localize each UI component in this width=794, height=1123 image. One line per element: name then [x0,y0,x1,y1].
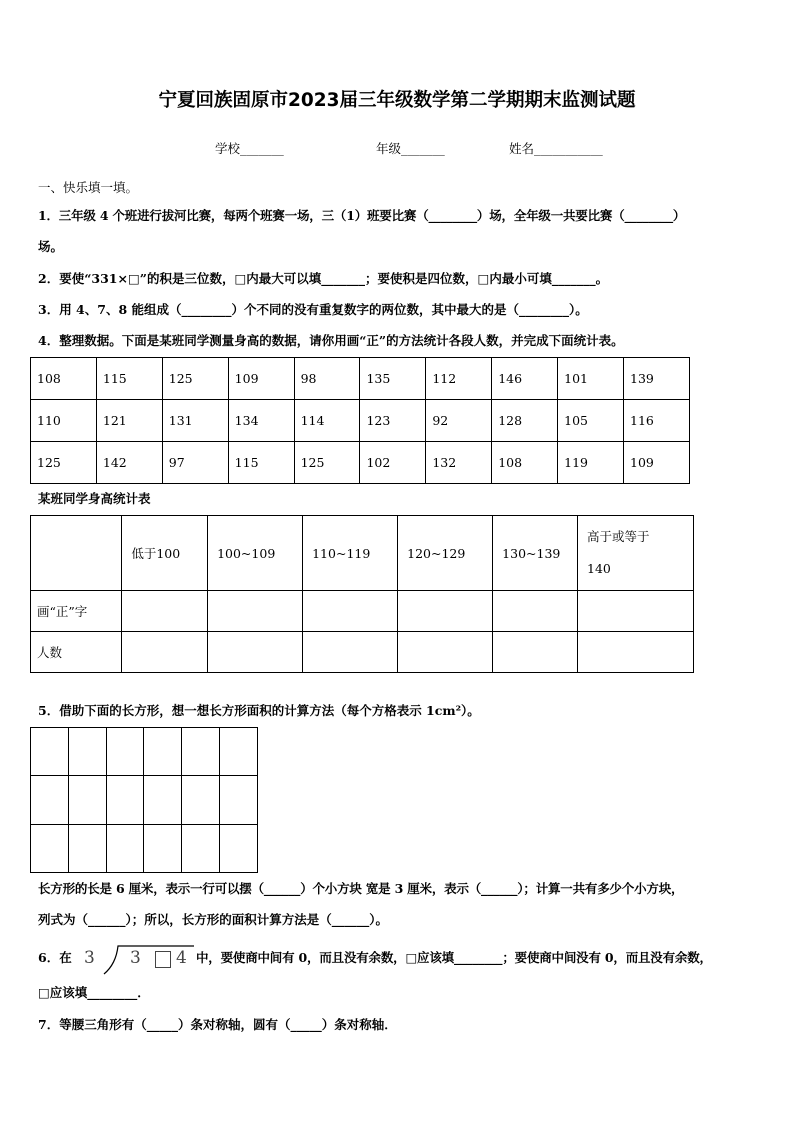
question-1-cont: 场。 [38,239,64,254]
grid-square [68,728,106,776]
grid-square [106,728,144,776]
table-cell: 125 [162,358,228,400]
school-field: 学校_______ [215,141,284,156]
question-5: 5．借助下面的长方形，想一想长方形面积的计算方法（每个方格表示 1cm²）。 [38,703,480,718]
question-6-line2: □应该填________． [38,985,150,1000]
grid-square [182,824,220,872]
blank-cell [398,591,493,632]
grid-row [31,776,258,824]
grid-square [31,728,69,776]
grade-field: 年级_______ [376,141,445,156]
table-cell: 108 [492,442,558,484]
grid-row [31,824,258,872]
page-title: 宁夏回族固原市2023届三年级数学第二学期期末监测试题 [158,90,636,111]
table-row [31,591,694,632]
table-cell: 121 [96,400,162,442]
grid-square [106,776,144,824]
blank-cell [122,591,208,632]
table-cell: 131 [162,400,228,442]
table-cell: 115 [228,442,294,484]
column-header: 110~119 [303,516,398,591]
dividend-digit: 3 [130,948,141,968]
row-label: 人数 [31,632,122,673]
table-cell: 108 [31,358,97,400]
question-1: 1．三年级 4 个班进行拔河比赛，每两个班赛一场，三（1）班要比赛（________）场，全年级一共要比赛（________） [38,208,686,223]
question-5-line1: 长方形的长是 6 厘米，表示一行可以摆（______）个小方块 宽是 3 厘米，表示（______）；计算一共有多少个小方块， [38,881,684,896]
column-header [31,516,122,591]
question-2: 2．要使“331×□”的积是三位数，□内最大可以填_______；要使积是四位数，□内最小可填_______。 [38,271,609,286]
table-cell: 115 [96,358,162,400]
table-cell: 92 [426,400,492,442]
table-cell: 146 [492,358,558,400]
blank-cell [578,591,694,632]
table-row [31,632,694,673]
column-header: 低于100 [122,516,208,591]
table-cell: 128 [492,400,558,442]
table-row [31,358,690,400]
blank-cell [578,632,694,673]
table-cell: 112 [426,358,492,400]
grid-square [31,824,69,872]
table-cell: 119 [558,442,624,484]
table-cell: 139 [624,358,690,400]
grid-square [106,824,144,872]
column-header: 130~139 [493,516,578,591]
divisor: 3 [84,948,95,968]
question-4: 4．整理数据。下面是某班同学测量身高的数据，请你用画“正”的方法统计各段人数，并完成下面统计表。 [38,333,624,348]
table-row [31,400,690,442]
table-cell: 101 [558,358,624,400]
column-header: 120~129 [398,516,493,591]
grid-square [68,824,106,872]
question-3: 3．用 4、7、8 能组成（________）个不同的没有重复数字的两位数，其中最大的是（________）。 [38,302,588,317]
table-cell: 98 [294,358,360,400]
table-cell: 125 [31,442,97,484]
table-cell: 142 [96,442,162,484]
blank-cell [208,591,303,632]
table-cell: 105 [558,400,624,442]
table-cell: 102 [360,442,426,484]
grid-square [68,776,106,824]
blank-cell [122,632,208,673]
dividend-digit: 4 [176,948,187,968]
table-cell: 123 [360,400,426,442]
grid-square [182,728,220,776]
grid-square [144,728,182,776]
question-5-line2: 列式为（______）；所以，长方形的面积计算方法是（______）。 [38,912,389,927]
table-cell: 109 [228,358,294,400]
blank-cell [303,591,398,632]
grid-square [182,776,220,824]
grid-square [144,824,182,872]
height-data-table [30,357,690,484]
height-stats-table [30,515,694,673]
table-cell: 116 [624,400,690,442]
header-row [31,516,694,591]
long-division-figure [84,944,194,976]
rectangle-grid [30,727,258,873]
table-cell: 134 [228,400,294,442]
table-cell: 135 [360,358,426,400]
question-6-prefix: 6．在 [38,950,72,965]
table-cell: 132 [426,442,492,484]
blank-cell [303,632,398,673]
stats-table-caption: 某班同学身高统计表 [38,491,151,506]
table-cell: 109 [624,442,690,484]
grid-square [220,824,258,872]
table-cell: 114 [294,400,360,442]
column-header: 100~109 [208,516,303,591]
grid-square [31,776,69,824]
table-cell: 110 [31,400,97,442]
grid-row [31,728,258,776]
grid-square [220,776,258,824]
section-heading: 一、快乐填一填。 [38,180,139,195]
column-header: 高于或等于140 [578,516,694,591]
table-row [31,442,690,484]
table-cell: 125 [294,442,360,484]
grid-square [144,776,182,824]
blank-box [155,951,171,968]
blank-cell [208,632,303,673]
question-7: 7．等腰三角形有（_____）条对称轴，圆有（_____）条对称轴． [38,1017,397,1032]
grid-square [220,728,258,776]
name-field: 姓名___________ [509,141,603,156]
question-6-line1: 中，要使商中间有 0，而且没有余数，□应该填________；要使商中间没有 0，而且没有余数， [196,950,712,965]
row-label: 画“正”字 [31,591,122,632]
blank-cell [493,591,578,632]
table-cell: 97 [162,442,228,484]
blank-cell [493,632,578,673]
blank-cell [398,632,493,673]
